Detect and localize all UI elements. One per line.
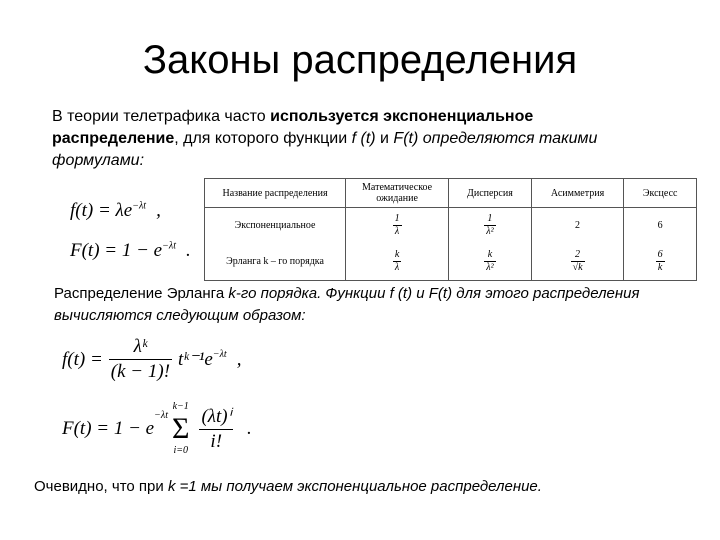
- intro-text-3: и: [375, 130, 394, 147]
- row-exp-name: Экспоненциальное: [205, 208, 346, 243]
- intro-italic-2: F(t) определяются такими формулами:: [52, 130, 598, 169]
- conclusion-italic: k =1 мы получаем экспоненциальное распределение.: [167, 478, 542, 495]
- intro-bold: используется экспоненциальное распределение: [52, 108, 534, 147]
- conclusion-paragraph: [34, 477, 694, 497]
- intro-text-2: , для которого функции: [174, 130, 352, 147]
- table-row: [205, 242, 697, 281]
- row-exp-mean: $\frac{1}{\lambda}$: [346, 208, 449, 243]
- erlang-paragraph: [54, 283, 674, 327]
- erlang-cdf-formula: F(t) = 1 − e $^{-\lambda t}$ k−1 Σ i=0 $\frac{\text{(λt)ⁱ}}{i!}$ .: [62, 401, 252, 456]
- header-variance: Дисперсия: [449, 179, 532, 208]
- header-name: Название распределения: [205, 179, 346, 208]
- row-exp-skewness: 2: [531, 208, 624, 243]
- table-header-row: [205, 179, 697, 208]
- conclusion-text: Очевидно, что при: [34, 478, 168, 495]
- erlang-italic: k-го порядка. Функции f (t) и F(t) для этого распределения вычисляются следующим образом:: [54, 285, 640, 324]
- row-erlang-kurtosis: $\frac{6}{k}$: [624, 242, 697, 281]
- row-erlang-mean: $\frac{k}{\lambda}$: [346, 242, 449, 281]
- intro-paragraph: [52, 106, 662, 172]
- row-erlang-variance: $\frac{k}{\text{λ²}}$: [449, 242, 532, 281]
- row-exp-variance: $\frac{1}{\text{λ²}}$: [449, 208, 532, 243]
- header-kurtosis: Эксцесс: [624, 179, 697, 208]
- slide-title: Законы распределения: [142, 38, 578, 82]
- row-erlang-skewness: $\frac{2}{√k}$: [531, 242, 624, 281]
- exp-cdf-formula: $F(t) = 1 - e^{-\lambda t}$ .: [70, 240, 191, 261]
- intro-text-1: В теории телетрафика часто: [52, 108, 271, 125]
- header-skewness: Асимметрия: [531, 179, 624, 208]
- header-mean: Математическое ожидание: [346, 179, 449, 208]
- table-row: [205, 208, 697, 243]
- erlang-density-formula: f(t) = $\frac{\text{λᵏ}}{(k - 1)!}$ tᵏ⁻¹e $^{-\lambda t}$ ,: [62, 336, 242, 382]
- row-exp-kurtosis: 6: [624, 208, 697, 243]
- sum-symbol: k−1 Σ i=0: [171, 401, 190, 456]
- erlang-text: Распределение Эрланга: [54, 285, 229, 302]
- exp-density-formula: $f(t) = \lambda e^{-\lambda t}$ ,: [70, 200, 161, 221]
- intro-italic-1: f (t): [351, 130, 376, 147]
- distribution-table: [204, 178, 697, 281]
- row-erlang-name: Эрланга k – го порядка: [205, 242, 346, 281]
